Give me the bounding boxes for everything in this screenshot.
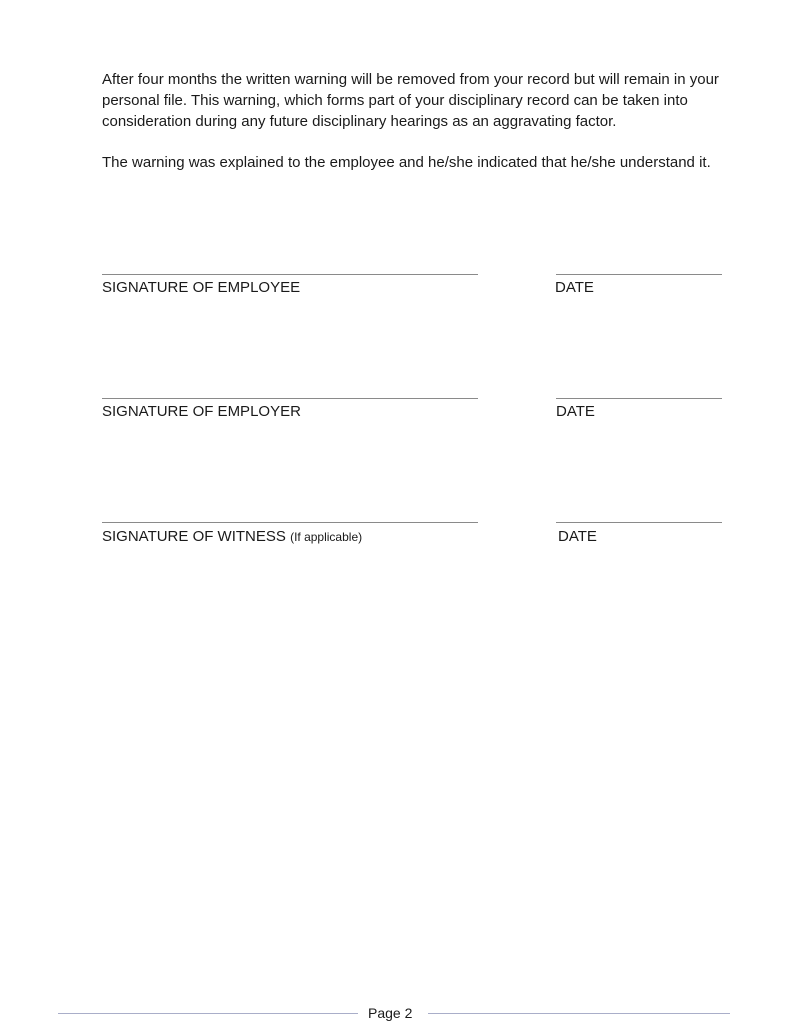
employer-signature-line[interactable] xyxy=(102,398,478,399)
employee-signature-label-text: SIGNATURE OF EMPLOYEE xyxy=(102,279,301,296)
witness-applicability-note: (If applicable) xyxy=(290,530,363,544)
witness-date-line[interactable] xyxy=(556,522,722,523)
footer-rule-right xyxy=(428,1013,730,1014)
footer-rule-left xyxy=(58,1013,358,1014)
witness-signature-label xyxy=(102,528,362,546)
witness-date-label: DATE xyxy=(558,528,597,545)
employer-signature-label-text: SIGNATURE OF EMPLOYER xyxy=(102,403,301,420)
witness-signature-label-text: SIGNATURE OF WITNESS xyxy=(102,528,286,545)
employer-date-line[interactable] xyxy=(556,398,722,399)
witness-signature-line[interactable] xyxy=(102,522,478,523)
employee-signature-line[interactable] xyxy=(102,274,478,275)
employer-date-label: DATE xyxy=(556,403,595,420)
body-paragraph-explanation: The warning was explained to the employee and he/she indicated that he/she understand it. xyxy=(102,154,711,171)
employee-date-line[interactable] xyxy=(556,274,722,275)
page-number: Page 2 xyxy=(368,1005,413,1021)
employee-date-label: DATE xyxy=(555,279,594,296)
employee-signature-label xyxy=(102,279,300,297)
employer-signature-label xyxy=(102,403,301,421)
body-paragraph-removal: After four months the written warning will be removed from your record but will remain in your personal file. This warning, which forms part of your disciplinary record can be taken into consideration during any future disciplinary hearings as an aggravating factor. xyxy=(102,71,719,130)
